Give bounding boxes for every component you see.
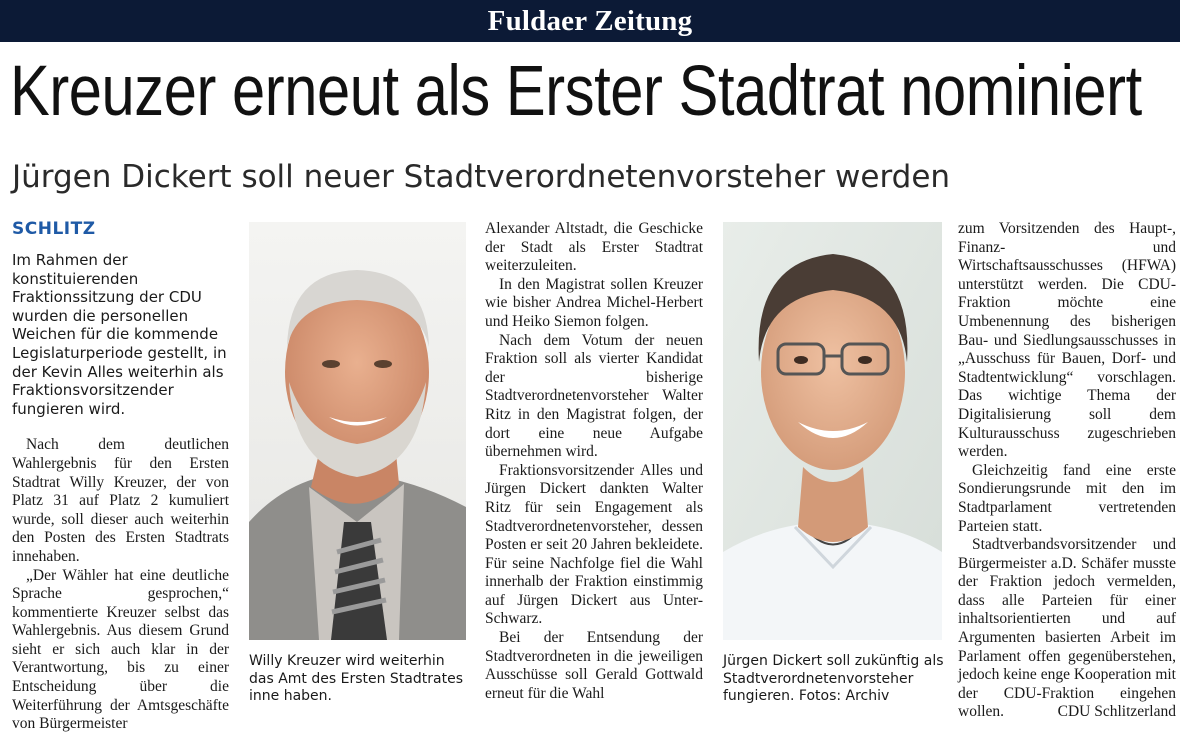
- body-paragraph: Alexander Altstadt, die Geschicke der Stadt als Erster Stadtrat weiterzuleiten.: [485, 220, 703, 275]
- body-paragraph: Gleichzeitig fand eine erste Sondierungsrunde mit den im Stadtparlament vertretenden Parteien statt.: [958, 461, 1176, 535]
- body-paragraph: „Der Wähler hat eine deutliche Sprache gesprochen,“ kommentierte Kreuzer selbst das Wahlergebnis. Aus diesem Grund sieht er sich auch klar in der Verantwortung, bis zu einer Entscheidung über die Weiterführung der Amtsgeschäfte von Bürgermeister: [12, 566, 229, 733]
- article-column-3: [958, 220, 1176, 722]
- body-text: Stadtverbandsvorsitzender und Bürgermeister a.D. Schäfer musste der Fraktion jedoch vermelden, dass alle Parteien für einer inhaltsorientierten und auf Argumenten basierten Arbeit im Parlament offen gegenüberstehen, jedoch keine enge Kooperation mit der CDU-Fraktion eingehen wollen.: [958, 536, 1176, 721]
- article-column-2: [485, 220, 703, 703]
- subheadline: Jürgen Dickert soll neuer Stadtverordnetenvorsteher werden: [12, 159, 951, 195]
- body-paragraph: Bei der Entsendung der Stadtverordneten in die jeweiligen Ausschüsse soll Gerald Gottwald erneut für die Wahl: [485, 629, 703, 702]
- portrait-image: [249, 222, 466, 640]
- photo-juergen-dickert: [723, 222, 942, 640]
- body-paragraph: [958, 536, 1176, 722]
- photo-caption-kreuzer: Willy Kreuzer wird weiterhin das Amt des Ersten Stadtrates inne haben.: [249, 653, 463, 704]
- body-paragraph: zum Vorsitzenden des Haupt-, Finanz- und Wirtschaftsausschusses (HFWA) unterstützt werden. Die CDU-Fraktion möchte eine Umbenennung des bisherigen Bau- und Siedlungsausschusses in „Ausschuss für Bauen, Dorf- und Stadtentwicklung“ vorschlagen. Das wichtige Thema der Digitalisierung soll dem Kulturausschuss zugeschrieben werden.: [958, 220, 1176, 461]
- portrait-image: [723, 222, 942, 640]
- author-signature: CDU Schlitzerland: [1057, 703, 1176, 721]
- article-column-1: [12, 251, 229, 734]
- headline: Kreuzer erneut als Erster Stadtrat nominiert: [10, 52, 1142, 131]
- body-paragraph: Nach dem deutlichen Wahlergebnis für den Ersten Stadtrat Willy Kreuzer, der von Platz 31 auf Platz 2 kumuliert wurde, soll dieser auch weiterhin den Posten des Ersten Stadtrats innehaben.: [12, 436, 229, 565]
- body-paragraph: In den Magistrat sollen Kreuzer wie bisher Andrea Michel-Herbert und Heiko Siemon folgen.: [485, 275, 703, 330]
- body-paragraph: Nach dem Votum der neuen Fraktion soll als vierter Kandidat der bisherige Stadtverordnetenvorsteher Walter Ritz in den Magistrat folgen, der dort eine neue Aufgabe übernehmen wird.: [485, 331, 703, 461]
- masthead: Fuldaer Zeitung: [0, 0, 1180, 42]
- lead-paragraph: Im Rahmen der konstituierenden Fraktionssitzung der CDU wurden die personellen Weichen für die kommende Legislaturperiode gestellt, in der Kevin Alles weiterhin als Fraktionsvorsitzender fungieren wird.: [12, 251, 227, 418]
- dateline: SCHLITZ: [12, 219, 96, 239]
- photo-willy-kreuzer: [249, 222, 466, 640]
- body-paragraph: Fraktionsvorsitzender Alles und Jürgen Dickert dankten Walter Ritz für sein Engagement als Stadtverordnetenvorsteher, dessen Posten er seit 20 Jahren bekleidete. Für seine Nachfolge fiel die Wahl innerhalb der Fraktion einstimmig auf Jürgen Dickert aus Unter-Schwarz.: [485, 461, 703, 628]
- photo-caption-dickert: Jürgen Dickert soll zukünftig als Stadtverordnetenvorsteher fungieren. Fotos: Archiv: [723, 653, 944, 704]
